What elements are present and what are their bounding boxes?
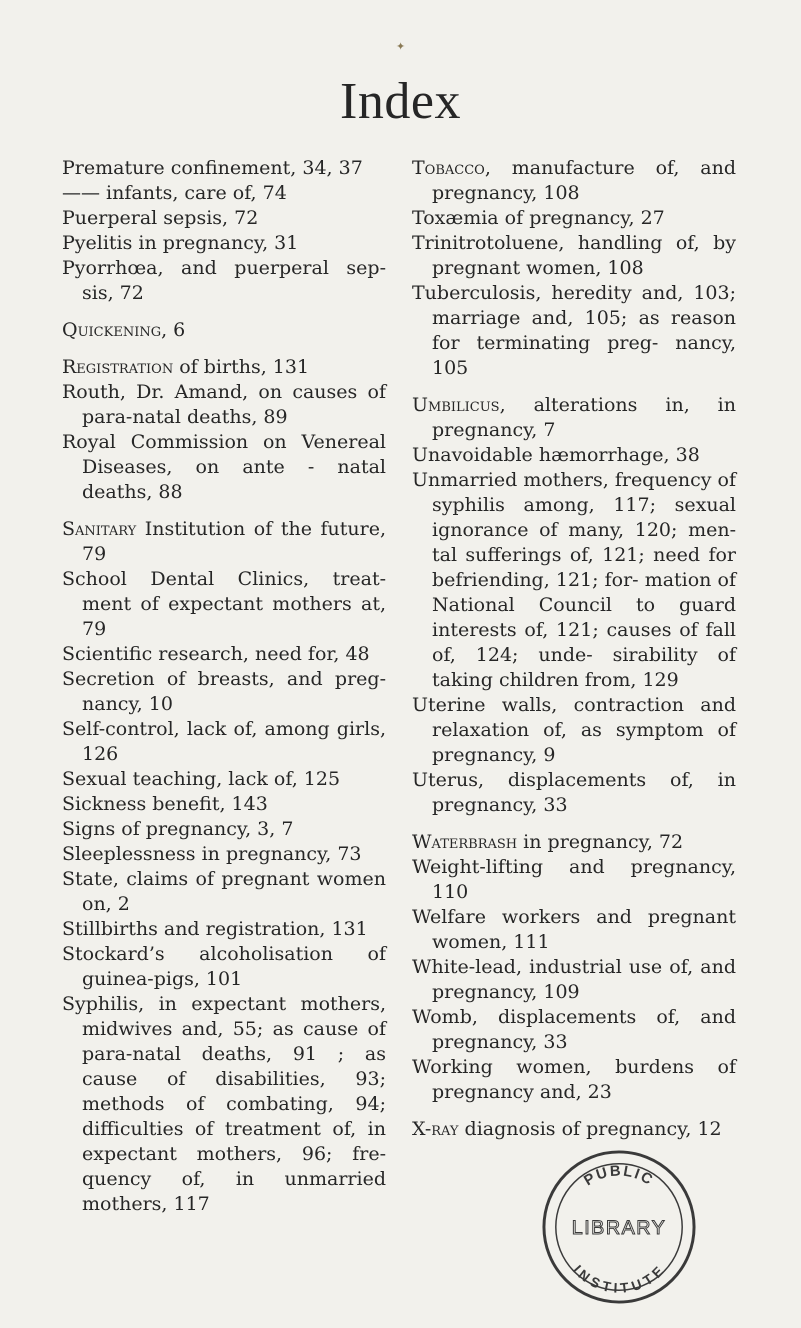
index-entry-detail: displacements of, in pregnancy, 33 [432, 769, 736, 816]
index-entry-term: Puerperal [62, 207, 158, 229]
index-entry-detail: benefit, 143 [146, 793, 268, 815]
index-entry-detail: diagnosis of pregnancy, 12 [458, 1118, 722, 1140]
index-entry-detail: Commission on Venereal Diseases, on ante - natal deaths, 88 [82, 431, 386, 503]
index-entry-detail: Dr. Amand, on causes of para-natal deaths, 89 [82, 381, 386, 428]
index-entry-detail: mothers, frequency of syphilis among, 117; sexual ignorance of many, 120; men- tal sufferings of, 121; need for befriending, 121; for- mation of National Council to guard interests of, 121; causes of fall of, 124; unde- sirability of taking children from, 129 [432, 469, 736, 691]
index-entry [412, 468, 736, 693]
index-entry [62, 206, 386, 231]
index-entry-term: X-ray [412, 1118, 459, 1140]
index-entry-detail: confinement, 34, 37 [164, 157, 363, 179]
index-entry [412, 830, 736, 855]
index-entry [412, 693, 736, 768]
index-entry [62, 817, 386, 842]
index-entry-detail: Institution of the future, 79 [82, 518, 386, 565]
index-entry-term: —— [62, 182, 100, 204]
index-entry-term: Womb, [412, 1006, 478, 1028]
index-entry-detail: and pregnancy, 110 [432, 856, 736, 903]
index-entry [62, 567, 386, 642]
index-entry [62, 867, 386, 917]
index-entry-term: Sexual [62, 768, 127, 790]
index-entry [412, 955, 736, 1005]
index-entry-detail: of pregnancy, 27 [498, 207, 665, 229]
index-entry-term: Pyorrhœa, [62, 257, 164, 279]
index-entry-detail: Dental Clinics, treat- ment of expectant mothers at, 79 [82, 568, 386, 640]
index-column-left [62, 156, 386, 1217]
index-entry [62, 942, 386, 992]
index-entry-detail: of births, 131 [173, 356, 310, 378]
index-entry-detail: sepsis, 72 [157, 207, 259, 229]
stamp-bottom-text: INSTITUTE [570, 1261, 668, 1296]
index-entry-detail: of breasts, and preg- nancy, 10 [82, 668, 386, 715]
index-entry [412, 1055, 736, 1105]
index-entry-term: Quickening, [62, 319, 168, 341]
index-entry [412, 156, 736, 206]
index-entry [412, 855, 736, 905]
index-entry [412, 1005, 736, 1055]
index-entry-term: Stillbirths [62, 918, 158, 940]
index-entry-term: Royal [62, 431, 116, 453]
index-entry-term: School [62, 568, 127, 590]
ornament-mark: ✦ [396, 40, 406, 53]
index-entry-term: Umbilicus, [412, 394, 506, 416]
index-entry [62, 430, 386, 505]
index-entry [62, 992, 386, 1217]
index-entry-term: Waterbrash [412, 831, 518, 853]
index-entry [62, 517, 386, 567]
index-entry-term: Signs [62, 818, 116, 840]
index-entry-detail: hæmorrhage, 38 [532, 444, 700, 466]
index-entry-detail: displacements of, and pregnancy, 33 [432, 1006, 736, 1053]
index-entry-detail: workers and pregnant women, 111 [432, 906, 736, 953]
library-stamp [540, 1148, 698, 1306]
index-entry-detail: infants, care of, 74 [100, 182, 287, 204]
index-entry-term: Registration [62, 356, 174, 378]
index-entry-detail: alterations in, in pregnancy, 7 [432, 394, 736, 441]
index-entry-term: Stockard’s [62, 943, 165, 965]
index-entry [412, 768, 736, 818]
index-entry [412, 206, 736, 231]
index-entry-detail: manufacture of, and pregnancy, 108 [432, 157, 736, 204]
index-entry [412, 443, 736, 468]
index-entry [62, 767, 386, 792]
index-entry-term: Syphilis, [62, 993, 145, 1015]
index-entry-detail: and registration, 131 [157, 918, 368, 940]
index-entry [412, 231, 736, 281]
stamp-top-text: PUBLIC [581, 1163, 657, 1190]
index-entry-term: Tobacco, [412, 157, 491, 179]
index-entry-term: Premature [62, 157, 165, 179]
index-entry [412, 1117, 736, 1142]
index-column-right [412, 156, 736, 1142]
index-entry-detail: women, burdens of pregnancy and, 23 [432, 1056, 736, 1103]
index-entry [62, 792, 386, 817]
index-entry-term: Uterus, [412, 769, 485, 791]
index-entry-term: Weight-lifting [412, 856, 544, 878]
index-entry-term: Pyelitis [62, 232, 133, 254]
index-entry [62, 355, 386, 380]
index-entry-detail: in expectant mothers, midwives and, 55; as cause of para-natal deaths, 91 ; as cause of disabilities, 93; methods of combating, 94; difficulties of treatment of, in expectant mothers, 96; fre- quency of, in unmarried mothers, 117 [82, 993, 386, 1215]
index-entry-term: Self-control, [62, 718, 180, 740]
index-entry [62, 717, 386, 767]
index-entry-term: Routh, [62, 381, 126, 403]
index-entry-detail: and puerperal sep- sis, 72 [82, 257, 386, 304]
stamp-center-text: LIBRARY [571, 1216, 667, 1239]
index-entry-term: Tuberculosis, [412, 282, 542, 304]
index-entry [62, 642, 386, 667]
index-entry-detail: claims of pregnant women on, 2 [82, 868, 386, 915]
index-entry-detail: 6 [167, 319, 186, 341]
index-entry-term: White-lead, [412, 956, 522, 978]
index-entry-term: Trinitrotoluene, [412, 232, 565, 254]
index-entry [62, 318, 386, 343]
page-title: Index [340, 73, 461, 130]
index-entry-term: Uterine [412, 694, 486, 716]
index-entry-detail: heredity and, 103; marriage and, 105; as reason for terminating preg- nancy, 105 [432, 282, 736, 379]
index-entry-detail: walls, contraction and relaxation of, as symptom of pregnancy, 9 [432, 694, 736, 766]
index-entry-term: State, [62, 868, 119, 890]
index-entry-detail: industrial use of, and pregnancy, 109 [432, 956, 736, 1003]
index-entry [412, 393, 736, 443]
index-entry [62, 181, 386, 206]
index-entry-term: Sleeplessness [62, 843, 196, 865]
index-entry-term: Welfare [412, 906, 486, 928]
index-entry-detail: research, need for, 48 [152, 643, 370, 665]
index-entry [412, 281, 736, 381]
index-entry-detail: handling of, by pregnant women, 108 [432, 232, 736, 279]
index-entry [62, 667, 386, 717]
index-entry [62, 380, 386, 430]
index-entry-detail: in pregnancy, 72 [517, 831, 684, 853]
index-entry-term: Sickness [62, 793, 147, 815]
index-entry-term: Toxæmia [412, 207, 499, 229]
index-entry-term: Unmarried [412, 469, 518, 491]
index-entry-term: Working [412, 1056, 493, 1078]
index-entry-term: Secretion [62, 668, 155, 690]
index-entry-detail: in pregnancy, 73 [195, 843, 362, 865]
index-entry [62, 156, 386, 181]
index-entry-detail: alcoholisation of guinea-pigs, 101 [82, 943, 386, 990]
index-entry-detail: lack of, among girls, 126 [82, 718, 386, 765]
index-entry-detail: teaching, lack of, 125 [126, 768, 341, 790]
index-entry [62, 842, 386, 867]
index-entry-term: Sanitary [62, 518, 137, 540]
index-entry-term: Unavoidable [412, 444, 533, 466]
index-entry-detail: in pregnancy, 31 [132, 232, 299, 254]
index-entry [62, 256, 386, 306]
index-entry [412, 905, 736, 955]
index-entry [62, 917, 386, 942]
index-entry [62, 231, 386, 256]
index-entry-term: Scientific [62, 643, 153, 665]
index-entry-detail: of pregnancy, 3, 7 [115, 818, 294, 840]
